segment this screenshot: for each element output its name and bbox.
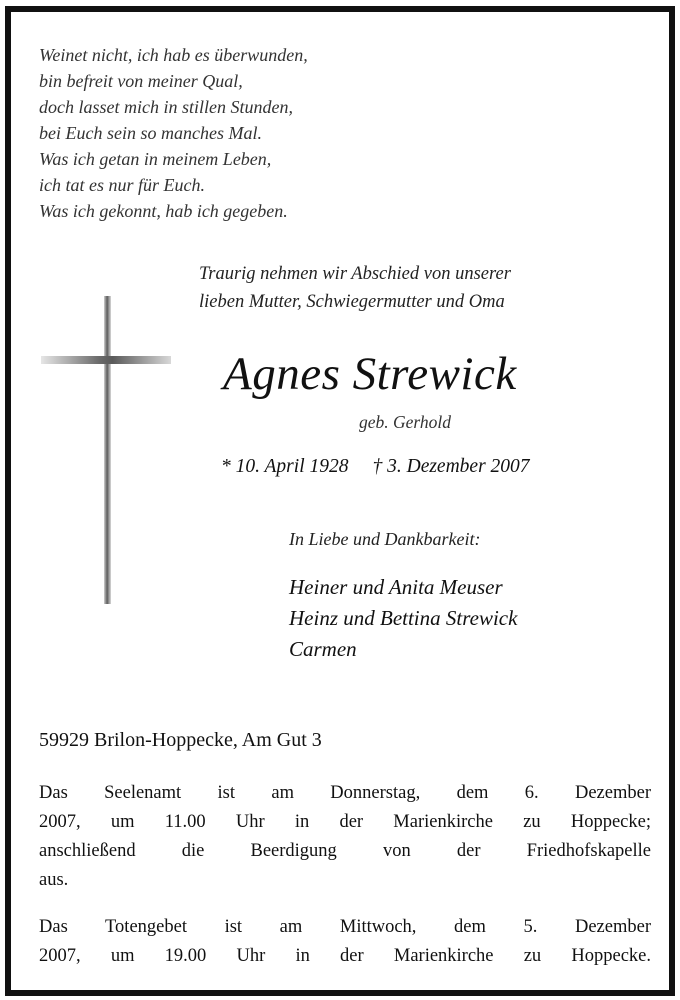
requiem-line: 2007, um 11.00 Uhr in der Marienkirche zu Hoppecke;	[39, 812, 651, 832]
requiem-line: Das Seelenamt ist am Donnerstag, dem 6. Dezember	[39, 783, 651, 803]
obituary-frame	[5, 6, 675, 996]
requiem-line: anschließend die Beerdigung von der Friedhofskapelle	[39, 841, 651, 861]
birth-date: * 10. April 1928	[221, 456, 349, 477]
poem-line: Weinet nicht, ich hab es überwunden,	[39, 45, 308, 65]
poem	[39, 42, 308, 224]
family-list	[289, 572, 517, 665]
requiem-line: aus.	[39, 870, 69, 890]
farewell-intro	[199, 260, 511, 316]
life-dates	[221, 456, 530, 478]
family-member: Heiner und Anita Meuser	[289, 575, 503, 599]
poem-line: bei Euch sein so manches Mal.	[39, 123, 262, 143]
poem-line: Was ich getan in meinem Leben,	[39, 149, 272, 169]
poem-line: doch lasset mich in stillen Stunden,	[39, 97, 293, 117]
prayer-notice	[39, 913, 651, 971]
cross-icon	[104, 296, 111, 604]
intro-line: lieben Mutter, Schwiegermutter und Oma	[199, 292, 505, 312]
family-member: Heinz und Bettina Strewick	[289, 606, 518, 630]
maiden-name: geb. Gerhold	[359, 412, 452, 432]
prayer-line: 2007, um 19.00 Uhr in der Marienkirche zu Hoppecke.	[39, 946, 651, 966]
poem-line: bin befreit von meiner Qual,	[39, 71, 243, 91]
cross-icon-bar	[41, 356, 171, 364]
address: 59929 Brilon-Hoppecke, Am Gut 3	[39, 729, 322, 751]
intro-line: Traurig nehmen wir Abschied von unserer	[199, 264, 511, 284]
family-member: Carmen	[289, 637, 357, 661]
thanks-line: In Liebe und Dankbarkeit:	[289, 529, 481, 549]
poem-line: Was ich gekonnt, hab ich gegeben.	[39, 201, 288, 221]
requiem-notice	[39, 779, 651, 895]
poem-line: ich tat es nur für Euch.	[39, 175, 205, 195]
deceased-name: Agnes Strewick	[223, 348, 517, 400]
death-date: † 3. Dezember 2007	[372, 456, 530, 477]
prayer-line: Das Totengebet ist am Mittwoch, dem 5. Dezember	[39, 917, 651, 937]
